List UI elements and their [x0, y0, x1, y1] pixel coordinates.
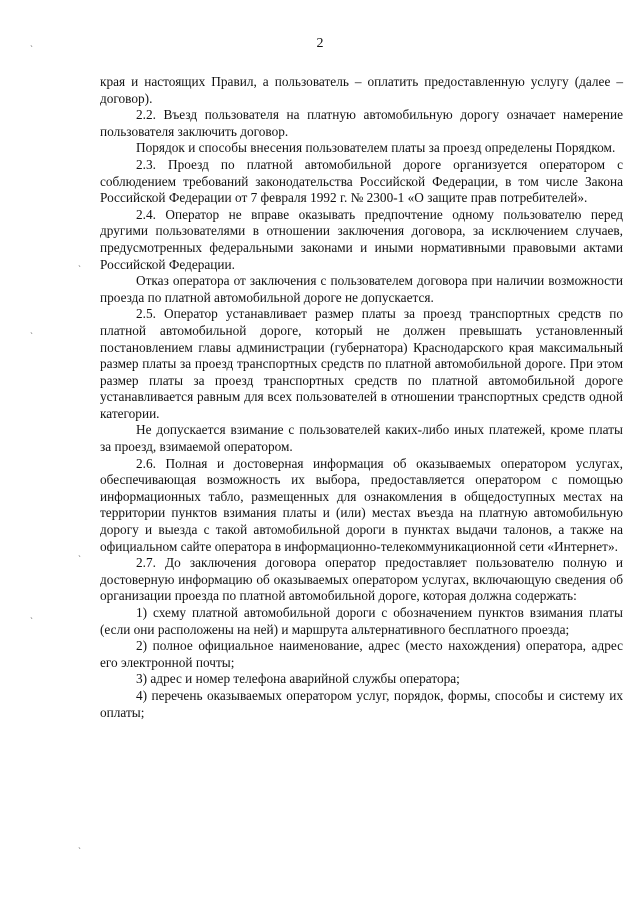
paragraph-payment-order: Порядок и способы внесения пользователем платы за проезд определены Порядком. — [136, 140, 616, 156]
paragraph-no-other-payments: Не допускается взимание с пользователей каких-либо иных платежей, кроме платы за проезд, взимаемой оператором. — [100, 422, 623, 455]
paragraph-2-2: 2.2. Въезд пользователя на платную автомобильную дорогу означает намерение пользователя заключить договор. — [100, 107, 623, 139]
scan-speck: ˎ — [78, 839, 81, 849]
paragraph-2-6: 2.6. Полная и достоверная информация об оказываемых оператором услугах, обеспечивающая возможность их выбора, предоставляется оператором с помощью информационных табло, размещенных для ознакомления в общедоступных местах на территории пунктов взимания платы и (или) местах въезда на платную автомобильную дорогу и выезда с такой автомобильной дороги в пунктах выдачи талонов, а также на официальном сайте оператора в информационно-телекоммуникационной сети «Интернет». — [100, 455, 623, 554]
list-item-4: 4) перечень оказываемых оператором услуг, порядок, формы, способы и систему их оплаты; — [100, 687, 623, 720]
scan-speck: ˏ — [30, 37, 33, 47]
paragraph-continuation: края и настоящих Правил, а пользователь – оплатить предоставленную услугу (далее – договор). — [100, 74, 623, 106]
list-item-2: 2) полное официальное наименование, адрес (место нахождения) оператора, адрес его электронной почты; — [100, 638, 623, 670]
scan-speck: ˏ — [30, 324, 33, 334]
list-item-1: 1) схему платной автомобильной дороги с обозначением пунктов взимания платы (если они расположены на ней) и маршрута альтернативного бесплатного проезда; — [100, 605, 623, 637]
page-number: 2 — [316, 36, 324, 51]
paragraph-refusal: Отказ оператора от заключения с пользователем договора при наличии возможности проезда по платной автомобильной дороге не допускается. — [100, 273, 623, 305]
paragraph-2-7: 2.7. До заключения договора оператор предоставляет пользователю полную и достоверную информацию об оказываемых оператором услугах, включающую сведения об организации проезда по платной автомобильной дороге, которая должна содержать: — [100, 555, 623, 604]
paragraph-2-4: 2.4. Оператор не вправе оказывать предпочтение одному пользователю перед другими пользователями в отношении заключения договора, за исключением случаев, предусмотренных федеральными законами и иными нормативными правовыми актами Российской Федерации. — [100, 206, 623, 272]
paragraph-2-3: 2.3. Проезд по платной автомобильной дороге организуется оператором с соблюдением требований законодательства Российской Федерации, в том числе Закона Российской Федерации от 7 февраля 1992 г. № 2300-1 «О защите прав потребителей». — [100, 156, 623, 206]
scan-speck: ˎ — [78, 257, 81, 267]
scan-speck: ˏ — [30, 609, 33, 619]
list-item-3: 3) адрес и номер телефона аварийной службы оператора; — [136, 671, 460, 687]
scan-speck: ˎ — [78, 547, 81, 557]
document-body — [100, 74, 623, 721]
paragraph-2-5: 2.5. Оператор устанавливает размер платы за проезд транспортных средств по платной автомобильной дороге, который не должен превышать установленный постановлением главы администрации (губернатора) Краснодарского края максимальный размер платы за проезд транспортных средств по платной автомобильной дороге. При этом размер платы за проезд транспортных средств по платной автомобильной дороге устанавливается равным для всех пользователей в отношении транспортных средств одной категории. — [100, 306, 623, 421]
